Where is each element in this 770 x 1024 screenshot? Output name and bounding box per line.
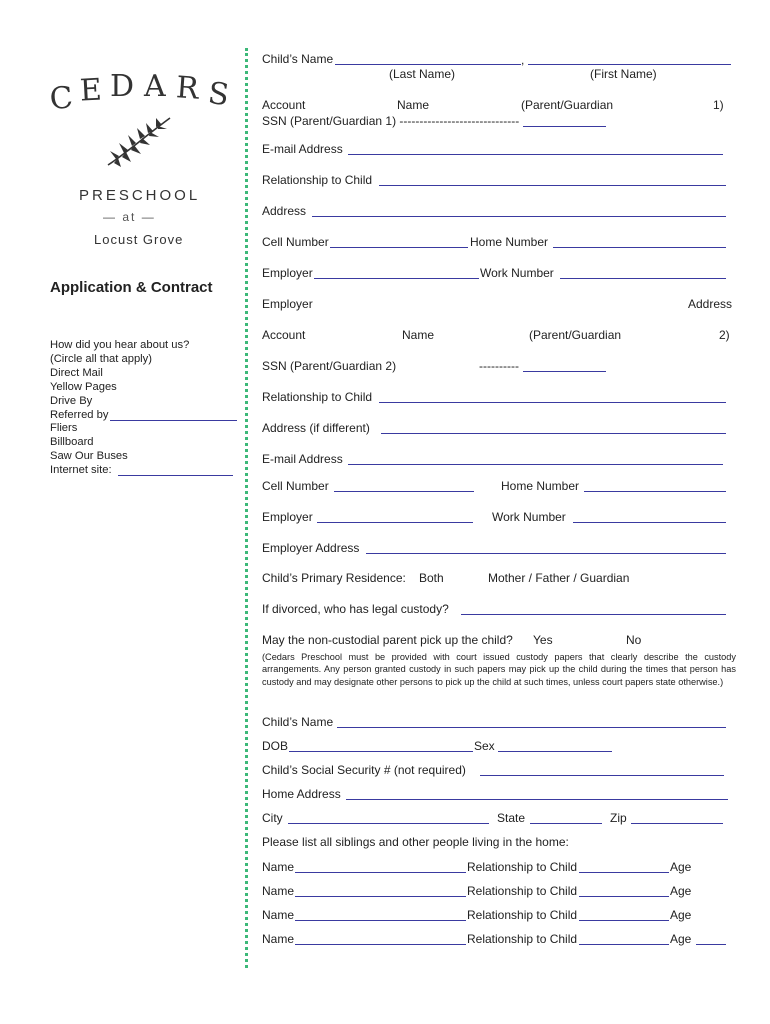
- home-address-field[interactable]: [346, 799, 728, 800]
- sibling-relationship-field[interactable]: [579, 944, 669, 945]
- first-name-caption: (First Name): [590, 67, 657, 81]
- sibling-age-field[interactable]: [696, 944, 726, 945]
- employer-label-1: Employer: [262, 266, 313, 280]
- last-name-caption: (Last Name): [389, 67, 456, 81]
- address-label-1: Address: [262, 204, 307, 218]
- sibling-name-field[interactable]: [295, 920, 466, 921]
- home-field-2[interactable]: [584, 491, 726, 492]
- employer-label-2: Employer: [262, 297, 313, 311]
- dob-label: DOB: [262, 739, 289, 753]
- sibling-age-label: Age: [670, 932, 692, 946]
- address-different-field[interactable]: [381, 433, 726, 434]
- work-label-2: Work Number: [492, 510, 566, 524]
- employer-address-label-right: Address: [688, 297, 733, 311]
- employer-address-field[interactable]: [366, 553, 726, 554]
- sibling-relationship-field[interactable]: [579, 896, 669, 897]
- internet-site-field[interactable]: [118, 475, 233, 476]
- employer-address-label: Employer Address: [262, 541, 360, 555]
- custody-note: (Cedars Preschool must be provided with court issued custody papers that clearly describe the custody arrangements. Any person granted custody in such papers may pick up the child during the times that person has custody and may designate other persons to pick up the child at such times, unless court papers state otherwise.): [262, 652, 736, 687]
- ssn-parent-2-dashes: ----------: [479, 359, 519, 373]
- childs-name-label: Child’s Name: [262, 52, 334, 66]
- name-label-2: Name: [402, 328, 435, 342]
- ssn-parent-1-field[interactable]: [523, 126, 606, 127]
- noncustodial-no[interactable]: No: [626, 633, 642, 647]
- childs-name-field-2[interactable]: [337, 727, 726, 728]
- option-referred-by-label: Referred by: [50, 408, 109, 421]
- email-label-1: E-mail Address: [262, 142, 343, 156]
- city-field[interactable]: [288, 823, 489, 824]
- svg-text:A: A: [144, 70, 176, 104]
- cedars-arc-text: [48, 70, 248, 120]
- ssn-parent-1-label: SSN (Parent/Guardian 1) ------------------------------: [262, 114, 520, 128]
- sibling-relationship-field[interactable]: [579, 920, 669, 921]
- cell-field-2[interactable]: [334, 491, 474, 492]
- referral-question: How did you hear about us?: [50, 339, 190, 351]
- brand-subtitle: PRESCHOOL: [79, 187, 201, 204]
- work-label-1: Work Number: [480, 266, 554, 280]
- residence-mfg-option[interactable]: Mother / Father / Guardian: [488, 571, 630, 585]
- child-ssn-label: Child’s Social Security # (not required): [262, 763, 466, 777]
- svg-text:C: C: [48, 79, 85, 118]
- residence-both-option[interactable]: Both: [419, 571, 444, 585]
- column-divider: [245, 48, 248, 968]
- work-field-2[interactable]: [573, 522, 726, 523]
- relationship-field-1[interactable]: [379, 185, 726, 186]
- email-field-2[interactable]: [348, 464, 723, 465]
- sex-field[interactable]: [498, 751, 612, 752]
- sibling-name-label: Name: [262, 860, 295, 874]
- child-last-name-field[interactable]: [335, 64, 521, 65]
- address-field-1[interactable]: [312, 216, 726, 217]
- parent-guardian-label-2: (Parent/Guardian: [529, 328, 622, 342]
- sibling-relationship-label: Relationship to Child: [467, 908, 578, 922]
- relationship-field-2[interactable]: [379, 402, 726, 403]
- zip-label: Zip: [610, 811, 627, 825]
- referral-section: [50, 339, 189, 478]
- relationship-label-2: Relationship to Child: [262, 390, 373, 404]
- sibling-name-field[interactable]: [295, 944, 466, 945]
- brand-at-text: at: [122, 210, 137, 224]
- sibling-relationship-label: Relationship to Child: [467, 860, 578, 874]
- parent-guardian-1-close: 1): [713, 98, 724, 112]
- address-different-label: Address (if different): [262, 421, 370, 435]
- sibling-name-field[interactable]: [295, 872, 466, 873]
- svg-text:S: S: [205, 75, 242, 115]
- name-label-1: Name: [397, 98, 430, 112]
- option-internet-site[interactable]: Internet site:: [50, 464, 112, 477]
- employer-field-2[interactable]: [317, 522, 473, 523]
- noncustodial-label: May the non-custodial parent pick up the child?: [262, 633, 513, 647]
- primary-residence-label: Child’s Primary Residence:: [262, 571, 406, 585]
- account-label-1: Account: [262, 98, 306, 112]
- email-field-1[interactable]: [348, 154, 723, 155]
- cell-label-1: Cell Number: [262, 235, 329, 249]
- option-drive-by[interactable]: Drive By: [50, 394, 93, 407]
- parent-guardian-label-1: (Parent/Guardian: [521, 98, 614, 112]
- state-label: State: [497, 811, 526, 825]
- home-field-1[interactable]: [553, 247, 726, 248]
- option-saw-buses[interactable]: Saw Our Buses: [50, 450, 128, 463]
- sibling-age-label: Age: [670, 908, 692, 922]
- sibling-relationship-field[interactable]: [579, 872, 669, 873]
- home-label-2: Home Number: [501, 479, 580, 493]
- sibling-name-label: Name: [262, 932, 295, 946]
- zip-field[interactable]: [631, 823, 723, 824]
- option-fliers[interactable]: Fliers: [50, 422, 78, 435]
- sibling-relationship-label: Relationship to Child: [467, 932, 578, 946]
- employer-label-3: Employer: [262, 510, 313, 524]
- brand-location: Locust Grove: [94, 232, 184, 247]
- work-field-1[interactable]: [560, 278, 726, 279]
- svg-text:R: R: [174, 70, 210, 108]
- account-label-2: Account: [262, 328, 306, 342]
- referral-hint: (Circle all that apply): [50, 352, 152, 365]
- page-title: Application & Contract: [50, 279, 213, 296]
- relationship-label-1: Relationship to Child: [262, 173, 373, 187]
- ssn-parent-2-label: SSN (Parent/Guardian 2): [262, 359, 397, 373]
- divorced-custody-label: If divorced, who has legal custody?: [262, 602, 449, 616]
- city-label: City: [262, 811, 283, 825]
- sibling-name-label: Name: [262, 884, 295, 898]
- option-billboard[interactable]: Billboard: [50, 436, 94, 449]
- state-field[interactable]: [530, 823, 602, 824]
- noncustodial-yes[interactable]: Yes: [533, 633, 553, 647]
- cedar-branch-icon: [104, 115, 174, 170]
- sibling-relationship-label: Relationship to Child: [467, 884, 578, 898]
- referred-by-field[interactable]: [110, 420, 237, 421]
- option-yellow-pages[interactable]: Yellow Pages: [50, 380, 117, 393]
- divorced-custody-field[interactable]: [461, 614, 726, 615]
- parent-guardian-2-close: 2): [719, 328, 730, 342]
- svg-text:E: E: [79, 72, 113, 109]
- sibling-name-field[interactable]: [295, 896, 466, 897]
- ssn-parent-2-field[interactable]: [523, 371, 606, 372]
- home-address-label: Home Address: [262, 787, 341, 801]
- child-first-name-field[interactable]: [528, 64, 731, 65]
- svg-text:D: D: [110, 70, 145, 104]
- siblings-instruction: Please list all siblings and other people living in the home:: [262, 835, 569, 849]
- sibling-age-label: Age: [670, 884, 692, 898]
- sibling-name-label: Name: [262, 908, 295, 922]
- brand-at: — at —: [103, 210, 156, 224]
- childs-name-label-2: Child’s Name: [262, 715, 334, 729]
- cell-label-2: Cell Number: [262, 479, 329, 493]
- name-comma: ,: [521, 53, 525, 67]
- cell-field-1[interactable]: [330, 247, 468, 248]
- option-direct-mail[interactable]: Direct Mail: [50, 366, 103, 379]
- sex-label: Sex: [474, 739, 495, 753]
- child-ssn-field[interactable]: [480, 775, 724, 776]
- dob-field[interactable]: [289, 751, 473, 752]
- email-label-2: E-mail Address: [262, 452, 343, 466]
- home-label-1: Home Number: [470, 235, 549, 249]
- sibling-age-label: Age: [670, 860, 692, 874]
- employer-field-1[interactable]: [314, 278, 479, 279]
